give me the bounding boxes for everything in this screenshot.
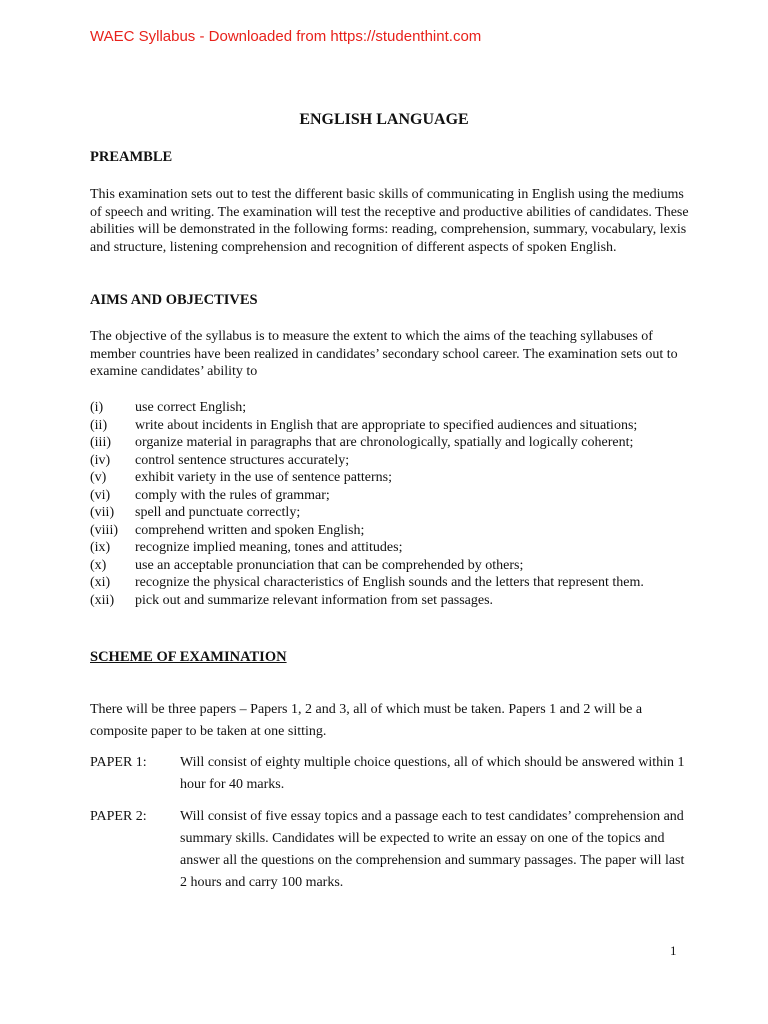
list-item-number: (xii) bbox=[90, 592, 115, 608]
list-item-text: recognize the physical characteristics of English sounds and the letters that represent them. bbox=[135, 575, 644, 590]
paper-label: PAPER 1: bbox=[90, 755, 147, 770]
watermark-source-line: WAEC Syllabus - Downloaded from https://studenthint.com bbox=[90, 28, 482, 45]
paper-label: PAPER 2: bbox=[90, 809, 147, 824]
list-item-text: organize material in paragraphs that are chronologically, spatially and logically coherent; bbox=[135, 435, 634, 450]
list-item-number: (vi) bbox=[90, 487, 111, 503]
list-item bbox=[90, 592, 690, 610]
list-item bbox=[90, 452, 690, 470]
paper-1-entry bbox=[90, 752, 690, 796]
list-item-number: (vii) bbox=[90, 505, 115, 520]
document-title: ENGLISH LANGUAGE bbox=[299, 111, 469, 128]
list-item-text: recognize implied meaning, tones and attitudes; bbox=[135, 540, 403, 555]
list-item-number: (iv) bbox=[90, 452, 111, 468]
list-item bbox=[90, 487, 690, 505]
list-item bbox=[90, 504, 690, 522]
list-item-text: use an acceptable pronunciation that can be comprehended by others; bbox=[135, 557, 524, 573]
paper-2-entry bbox=[90, 806, 690, 894]
list-item-text: spell and punctuate correctly; bbox=[135, 505, 301, 520]
list-item-number: (x) bbox=[90, 557, 107, 573]
list-item bbox=[90, 469, 690, 487]
list-item-number: (xi) bbox=[90, 575, 111, 590]
list-item bbox=[90, 399, 690, 417]
list-item-number: (viii) bbox=[90, 522, 118, 538]
list-item-number: (v) bbox=[90, 470, 107, 485]
preamble-heading: PREAMBLE bbox=[90, 149, 173, 165]
list-item bbox=[90, 539, 690, 557]
preamble-paragraph: This examination sets out to test the different basic skills of communicating in English using the mediums of speech and writing. The examination will test the receptive and productive abilities of candidates. These abilities will be demonstrated in the following forms: reading, comprehension, summary, vocabulary, lexis and structure, listening comprehension and recognition of different aspects of spoken English. bbox=[90, 187, 689, 255]
list-item bbox=[90, 557, 690, 575]
list-item bbox=[90, 574, 690, 592]
list-item-text: pick out and summarize relevant information from set passages. bbox=[135, 592, 494, 608]
paper-description: Will consist of five essay topics and a passage each to test candidates’ comprehension and summary skills. Candidates will be expected to write an essay on one of the topics and answer all the questions on the comprehension and summary passages. The paper will last 2 hours and carry 100 marks. bbox=[180, 809, 685, 890]
list-item-text: use correct English; bbox=[135, 400, 247, 415]
objectives-list bbox=[90, 399, 690, 609]
list-item bbox=[90, 434, 690, 452]
list-item-number: (ii) bbox=[90, 417, 108, 433]
list-item bbox=[90, 417, 690, 435]
paper-description: Will consist of eighty multiple choice questions, all of which should be answered within 1 hour for 40 marks. bbox=[180, 755, 685, 792]
scheme-intro-paragraph: There will be three papers – Papers 1, 2 and 3, all of which must be taken. Papers 1 and 2 will be a composite paper to be taken at one sitting. bbox=[90, 702, 643, 739]
list-item-text: comprehend written and spoken English; bbox=[135, 522, 365, 538]
list-item-text: write about incidents in English that are appropriate to specified audiences and situations; bbox=[135, 417, 638, 433]
aims-intro-paragraph: The objective of the syllabus is to measure the extent to which the aims of the teaching syllabuses of member countries have been realized in candidates’ secondary school career. The examination sets out to examine candidates’ ability to bbox=[90, 329, 678, 379]
list-item-number: (i) bbox=[90, 400, 104, 415]
page-number: 1 bbox=[670, 943, 677, 958]
aims-heading: AIMS AND OBJECTIVES bbox=[90, 292, 258, 308]
list-item-number: (iii) bbox=[90, 435, 111, 450]
list-item-text: control sentence structures accurately; bbox=[135, 452, 350, 468]
scheme-heading: SCHEME OF EXAMINATION bbox=[90, 649, 287, 665]
list-item-text: comply with the rules of grammar; bbox=[135, 487, 330, 503]
list-item bbox=[90, 522, 690, 540]
list-item-text: exhibit variety in the use of sentence patterns; bbox=[135, 470, 392, 485]
list-item-number: (ix) bbox=[90, 540, 111, 555]
